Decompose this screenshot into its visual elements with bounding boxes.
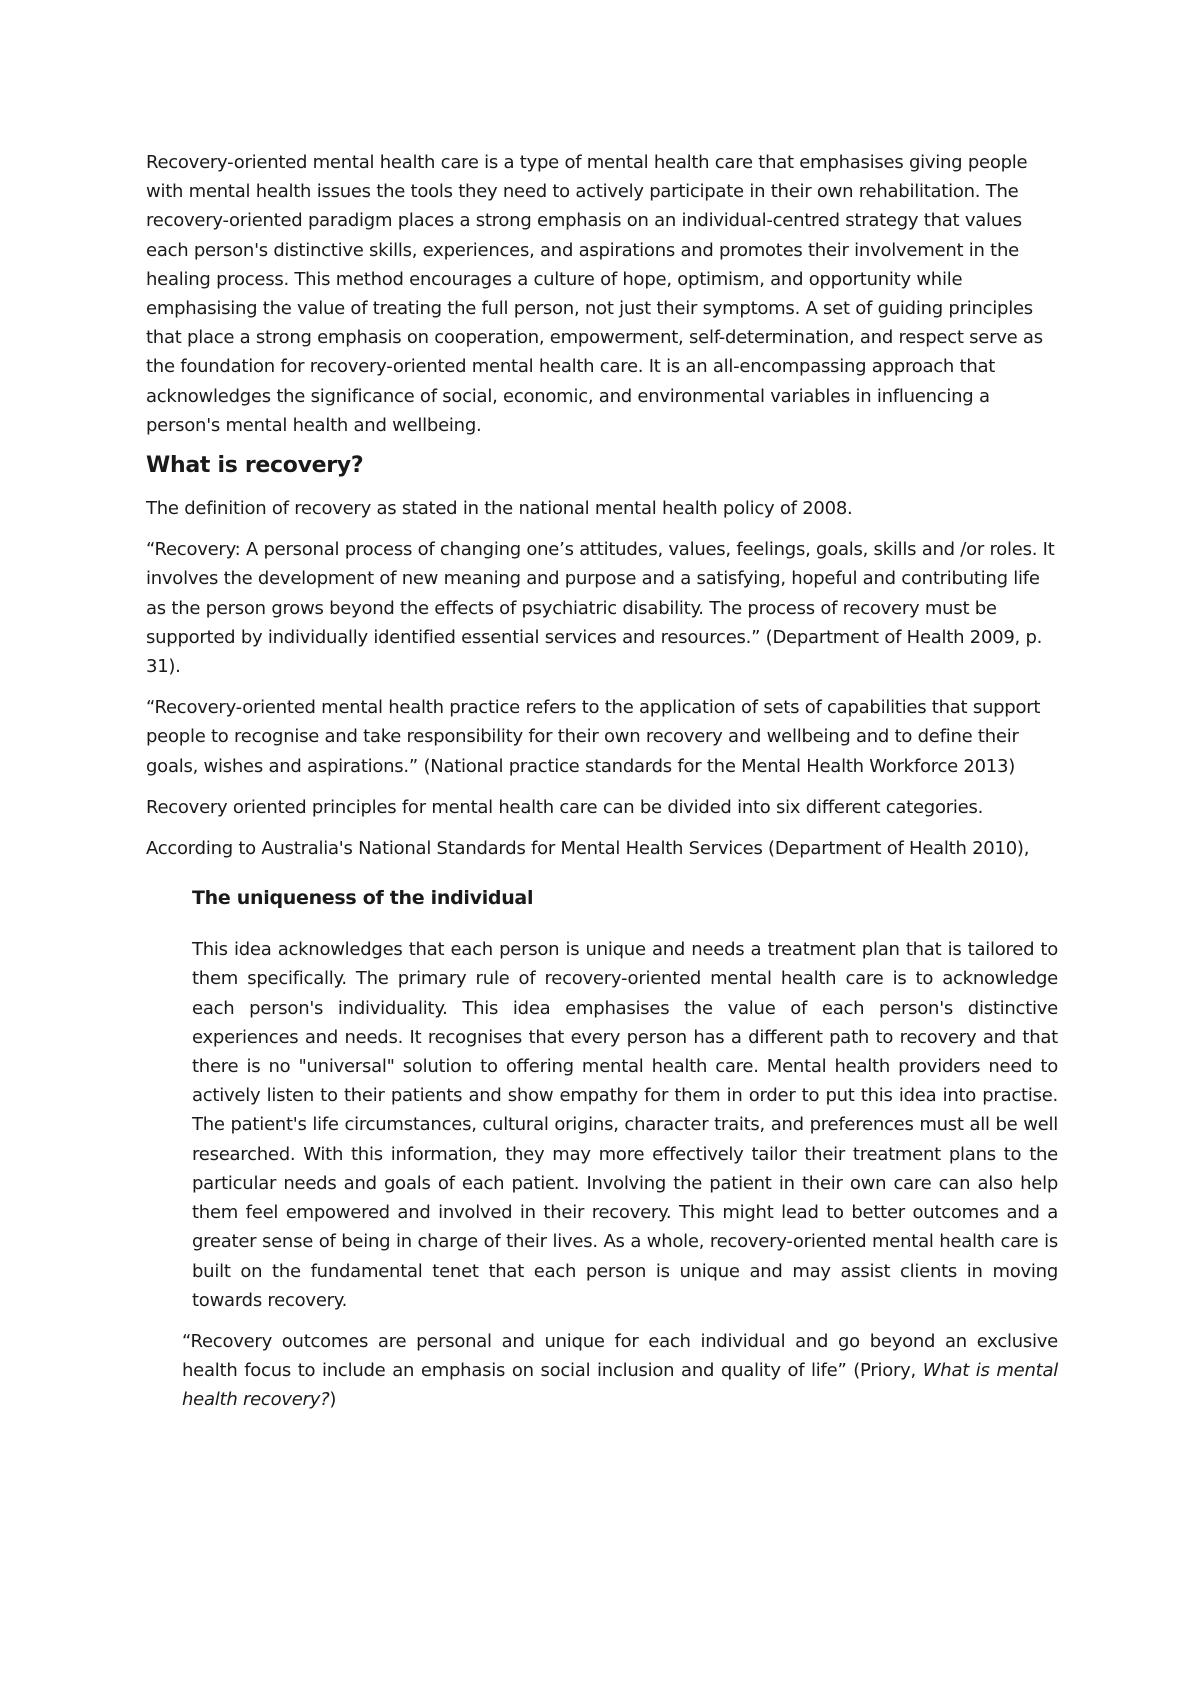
intro-paragraph: Recovery-oriented mental health care is a type of mental health care that emphasises giving people with mental health issues the tools they need to actively participate in their own rehabilitation. The recovery-oriented paradigm places a strong emphasis on an individual-centred strategy that values each person's distinctive skills, experiences, and aspirations and promotes their involvement in the healing process. This method encourages a culture of hope, optimism, and opportunity while emphasising the value of treating the full person, not just their symptoms. A set of guiding principles that place a strong emphasis on cooperation, empowerment, self-determination, and respect serve as the foundation for recovery-oriented mental health care. It is an all-encompassing approach that acknowledges the significance of social, economic, and environmental variables in influencing a person's mental health and wellbeing. [146,152,1043,436]
quote-practice-definition: “Recovery-oriented mental health practice refers to the application of sets of capabilities that support people to recognise and take responsibility for their own recovery and wellbeing and to define their goals, wishes and aspirations.” (National practice standards for the Mental Health Workforce 2013) [146,697,1041,777]
quote-outcomes-italic-title: What is mental health recovery? [182,1360,1058,1411]
quote-recovery-definition: “Recovery: A personal process of changing one’s attitudes, values, feelings, goals, skills and /or roles. It involves the development of new meaning and purpose and a satisfying, hopeful and contributing life as the person grows beyond the effects of psychiatric disability. The process of recovery must be supported by individually identified essential services and resources.” (Department of Health 2009, p. 31). [146,539,1055,678]
definition-intro: The definition of recovery as stated in the national mental health policy of 2008. [146,498,853,520]
subheading-uniqueness: The uniqueness of the individual [192,887,534,910]
principles-intro: Recovery oriented principles for mental health care can be divided into six different categories. [146,796,984,818]
quote-outcomes-text: “Recovery outcomes are personal and unique for each individual and go beyond an exclusive health focus to include an emphasis on social inclusion and quality of life” (Priory, [182,1330,1058,1382]
uniqueness-paragraph: This idea acknowledges that each person is unique and needs a treatment plan that is tailored to them specifically. The primary rule of recovery-oriented mental health care is to acknowledge each person's individuality. This idea emphasises the value of each person's distinctive experiences and needs. It recognises that every person has a different path to recovery and that there is no "universal" solution to offering mental health care. Mental health providers need to actively listen to their patients and show empathy for them in order to put this idea into practise. The patient's life circumstances, cultural origins, character traits, and preferences must all be well researched. With this information, they may more effectively tailor their treatment plans to the particular needs and goals of each patient. Involving the patient in their own care can also help them feel empowered and involved in their recovery. This might lead to better outcomes and a greater sense of being in charge of their lives. As a whole, recovery-oriented mental health care is built on the fundamental tenet that each person is unique and may assist clients in moving towards recovery. [192,939,1058,1311]
uniqueness-section [192,885,1058,1315]
heading-what-is-recovery: What is recovery? [146,453,364,479]
quote-outcomes-close: ) [329,1389,337,1411]
standards-intro: According to Australia's National Standards for Mental Health Services (Department of Health 2010), [146,838,1030,860]
document-body [146,148,1058,1427]
quote-outcomes [182,1327,1058,1415]
